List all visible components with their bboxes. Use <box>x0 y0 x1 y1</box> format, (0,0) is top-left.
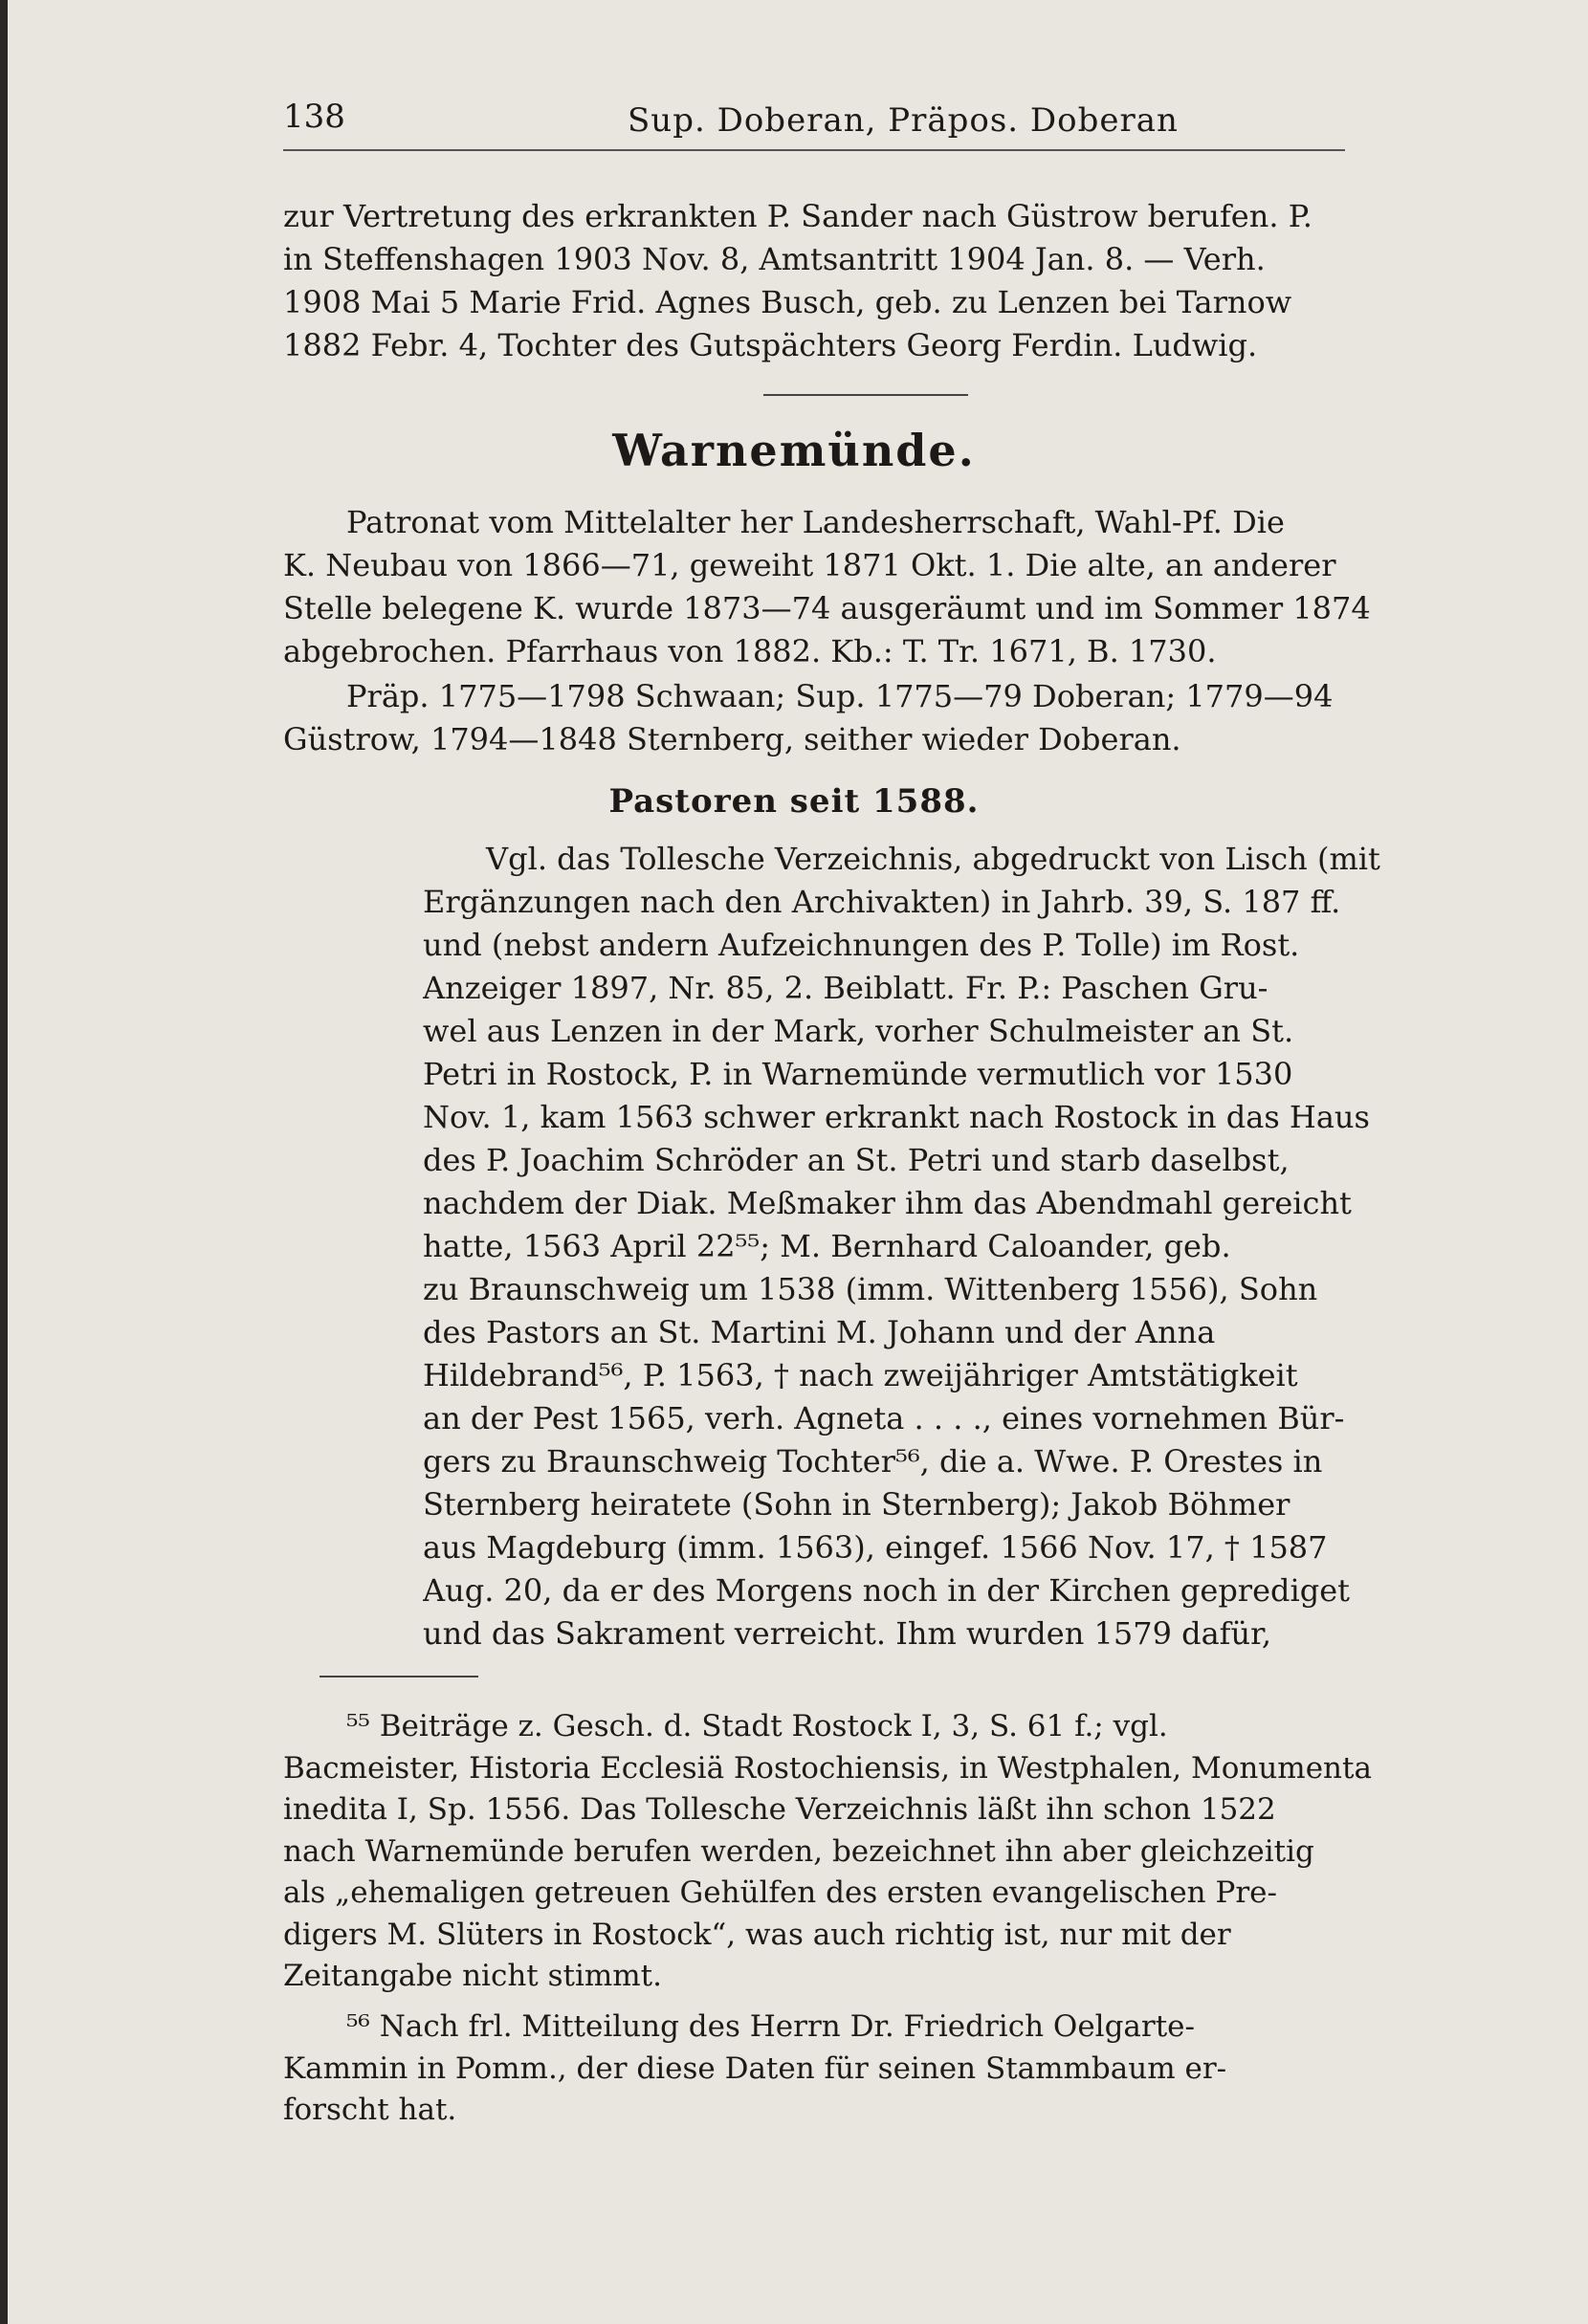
footnote-line: Kammin in Pomm., der diese Daten für seinen Stammbaum er- <box>283 2050 1227 2086</box>
footnote-line: Bacmeister, Historia Ecclesiä Rostochiensis, in Westphalen, Monumenta <box>283 1750 1372 1786</box>
text-line: Hildebrand⁵⁶, P. 1563, † nach zweijähriger Amtstätigkeit <box>423 1357 1298 1393</box>
text-line: 1882 Febr. 4, Tochter des Gutspächters Georg Ferdin. Ludwig. <box>283 327 1258 363</box>
page-header <box>283 98 1345 145</box>
patronat-paragraph <box>283 501 1448 673</box>
text-line: zu Braunschweig um 1538 (imm. Wittenberg 1556), Sohn <box>423 1271 1318 1307</box>
text-line: Aug. 20, da er des Morgens noch in der Kirchen geprediget <box>423 1572 1351 1609</box>
running-head: Sup. Doberan, Präpos. Doberan <box>628 101 1179 140</box>
text-line: Nov. 1, kam 1563 schwer erkrankt nach Rostock in das Haus <box>423 1099 1370 1135</box>
footnote-line: Zeitangabe nicht stimmt. <box>283 1959 662 1993</box>
text-line: abgebrochen. Pfarrhaus von 1882. Kb.: T. Tr. 1671, B. 1730. <box>283 633 1217 669</box>
text-line: Patronat vom Mittelalter her Landesherrschaft, Wahl-Pf. Die <box>346 504 1285 540</box>
section-title: Warnemünde. <box>612 425 976 476</box>
pastors-list-paragraph <box>423 838 1448 1655</box>
text-line: zur Vertretung des erkrankten P. Sander nach Güstrow berufen. P. <box>283 198 1312 234</box>
section-divider <box>763 394 968 396</box>
page-number: 138 <box>283 98 345 136</box>
text-line: Petri in Rostock, P. in Warnemünde vermutlich vor 1530 <box>423 1056 1293 1092</box>
header-rule <box>283 149 1345 151</box>
text-line: Sternberg heiratete (Sohn in Sternberg); Jakob Böhmer <box>423 1486 1290 1523</box>
footnote-line: ⁵⁵ Beiträge z. Gesch. d. Stadt Rostock I, 3, S. 61 f.; vgl. <box>346 1709 1168 1743</box>
text-line: Güstrow, 1794—1848 Sternberg, seither wieder Doberan. <box>283 721 1181 757</box>
text-line: aus Magdeburg (imm. 1563), eingef. 1566 Nov. 17, † 1587 <box>423 1529 1328 1566</box>
text-line: Vgl. das Tollesche Verzeichnis, abgedruckt von Lisch (mit <box>486 841 1380 877</box>
text-line: hatte, 1563 April 22⁵⁵; M. Bernhard Caloander, geb. <box>423 1228 1231 1264</box>
praepositur-paragraph <box>283 675 1448 761</box>
text-line: in Steffenshagen 1903 Nov. 8, Amtsantritt 1904 Jan. 8. — Verh. <box>283 241 1266 277</box>
footnote-56 <box>283 2006 1448 2132</box>
footnote-line: inedita I, Sp. 1556. Das Tollesche Verzeichnis läßt ihn schon 1522 <box>283 1792 1276 1827</box>
text-line: wel aus Lenzen in der Mark, vorher Schulmeister an St. <box>423 1013 1294 1049</box>
text-line: Stelle belegene K. wurde 1873—74 ausgeräumt und im Sommer 1874 <box>283 590 1371 626</box>
text-line: Anzeiger 1897, Nr. 85, 2. Beiblatt. Fr. P.: Paschen Gru- <box>423 970 1268 1006</box>
text-line: des Pastors an St. Martini M. Johann und der Anna <box>423 1314 1216 1350</box>
text-line: 1908 Mai 5 Marie Frid. Agnes Busch, geb. zu Lenzen bei Tarnow <box>283 284 1292 320</box>
footnote-rule <box>320 1676 478 1677</box>
text-line: an der Pest 1565, verh. Agneta . . . ., eines vornehmen Bür- <box>423 1400 1345 1436</box>
footnote-line: als „ehemaligen getreuen Gehülfen des ersten evangelischen Pre- <box>283 1875 1277 1910</box>
text-line: und (nebst andern Aufzeichnungen des P. Tolle) im Rost. <box>423 927 1300 963</box>
footnote-55 <box>283 1706 1448 1998</box>
text-line: Präp. 1775—1798 Schwaan; Sup. 1775—79 Doberan; 1779—94 <box>346 678 1334 714</box>
text-line: gers zu Braunschweig Tochter⁵⁶, die a. Wwe. P. Orestes in <box>423 1443 1323 1480</box>
footnote-line: forscht hat. <box>283 2093 457 2127</box>
pastors-subheading: Pastoren seit 1588. <box>608 782 980 821</box>
text-line: Ergänzungen nach den Archivakten) in Jahrb. 39, S. 187 ff. <box>423 884 1341 920</box>
footnote-line: ⁵⁶ Nach frl. Mitteilung des Herrn Dr. Friedrich Oelgarte- <box>346 2009 1195 2044</box>
text-line: und das Sakrament verreicht. Ihm wurden 1579 dafür, <box>423 1615 1272 1652</box>
text-line: des P. Joachim Schröder an St. Petri und starb daselbst, <box>423 1142 1290 1178</box>
footnote-line: nach Warnemünde berufen werden, bezeichnet ihn aber gleichzeitig <box>283 1833 1314 1869</box>
text-line: nachdem der Diak. Meßmaker ihm das Abendmahl gereicht <box>423 1185 1352 1221</box>
text-line: K. Neubau von 1866—71, geweiht 1871 Okt. 1. Die alte, an anderer <box>283 547 1336 583</box>
intro-paragraph <box>283 195 1448 367</box>
footnote-line: digers M. Slüters in Rostock“, was auch richtig ist, nur mit der <box>283 1917 1231 1952</box>
